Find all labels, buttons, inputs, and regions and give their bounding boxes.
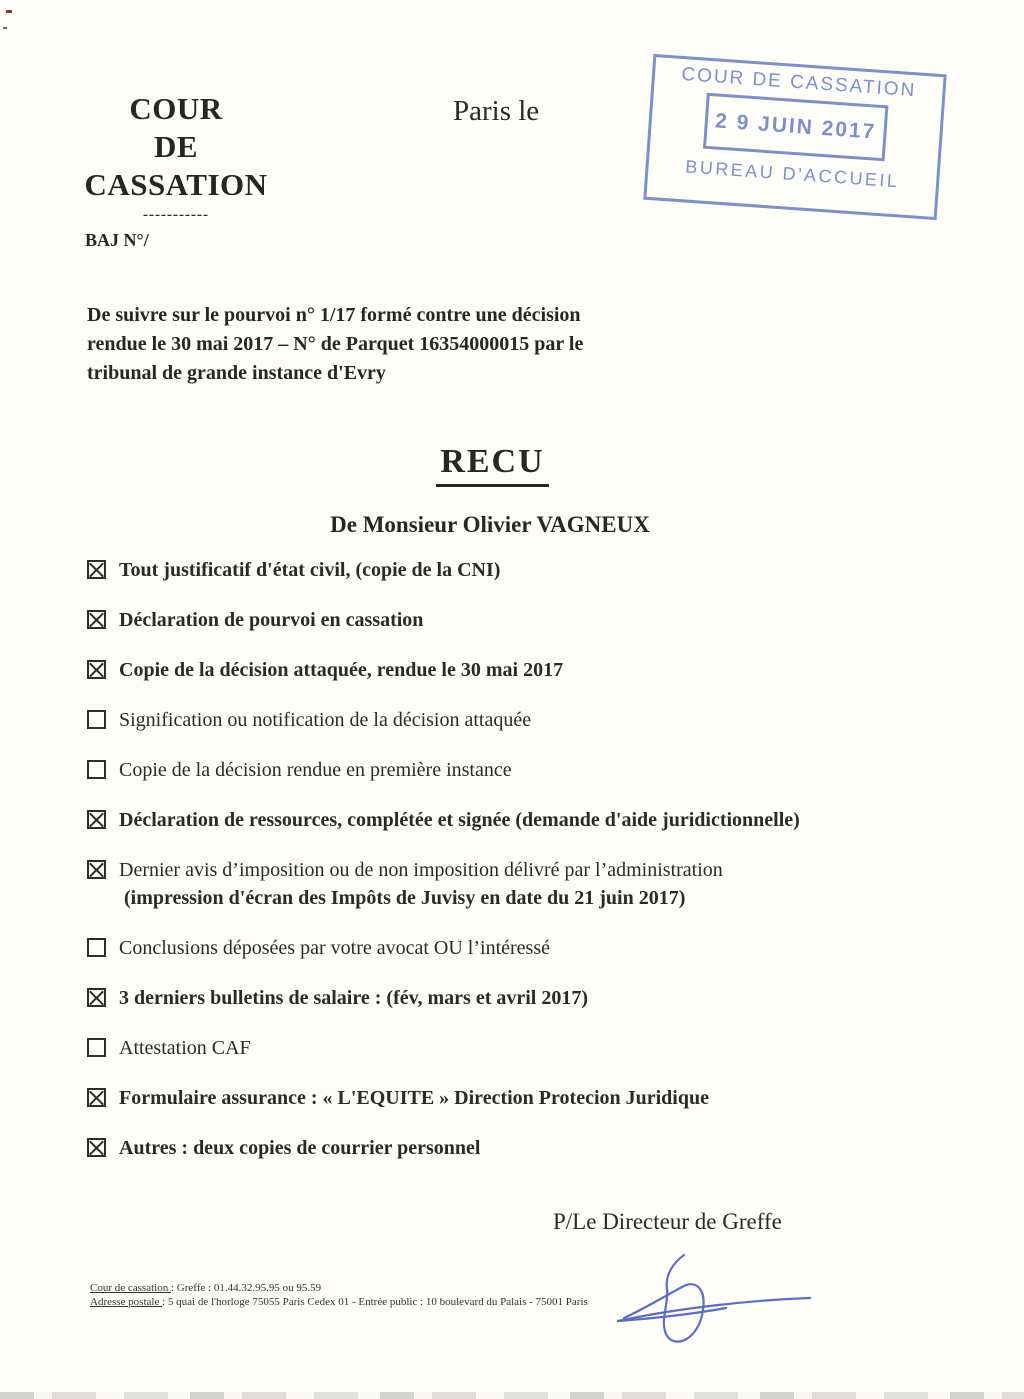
checklist-item-label: Copie de la décision attaquée, rendue le 30 mai 2017 [119, 659, 564, 681]
scan-speck [3, 27, 7, 29]
checklist-item [87, 756, 977, 784]
letterhead-separator: ----------- [143, 207, 209, 223]
stamp-date: 2 9 JUIN 2017 [714, 109, 878, 144]
checklist-item-label: Dernier avis d’imposition ou de non imposition délivré par l’administration [119, 859, 723, 881]
checkbox-icon [87, 860, 106, 879]
checklist-item [87, 806, 977, 834]
checklist-item [87, 984, 977, 1012]
checklist-item [87, 706, 977, 734]
subtitle-wrap [0, 512, 980, 538]
reception-stamp [643, 54, 946, 220]
checkbox-icon [87, 810, 106, 829]
checklist-item [87, 856, 977, 912]
stamp-court-name: COUR DE CASSATION [680, 63, 917, 102]
checklist-item [87, 1084, 977, 1112]
letterhead-line-1: COUR [129, 91, 223, 126]
checklist-item [87, 1034, 977, 1062]
checkbox-icon [87, 710, 106, 729]
stamp-office-name: BUREAU D'ACCUEIL [684, 156, 901, 192]
checkbox-icon [87, 610, 106, 629]
checklist-item [87, 556, 977, 584]
checklist-item-label: Tout justificatif d'état civil, (copie de la CNI) [119, 559, 501, 581]
checklist-item-label: Conclusions déposées par votre avocat OU l’intéressé [119, 937, 550, 959]
checklist-item-label: Déclaration de ressources, complétée et signée (demande d'aide juridictionnelle) [119, 809, 800, 831]
recipient-line: De Monsieur Olivier VAGNEUX [330, 512, 650, 537]
checklist-item-label: Signification ou notification de la décision attaquée [119, 709, 532, 731]
scan-speck [6, 10, 12, 13]
checklist-item-label: Déclaration de pourvoi en cassation [119, 609, 424, 631]
checkbox-icon [87, 1088, 106, 1107]
checklist-item-label: Autres : deux copies de courrier personnel [119, 1137, 481, 1159]
checkbox-icon [87, 660, 106, 679]
stamp-date-box [703, 93, 888, 162]
letterhead [72, 90, 280, 251]
baj-number-label: BAJ N°/ [85, 230, 149, 250]
checkbox-icon [87, 760, 106, 779]
checkbox-icon [87, 938, 106, 957]
footer-line-1-label: Cour de cassation [90, 1282, 171, 1294]
footer-line-2-label: Adresse postale [90, 1296, 163, 1308]
signoff-line: P/Le Directeur de Greffe [553, 1209, 782, 1234]
checklist-item-label: Attestation CAF [119, 1037, 251, 1059]
checkbox-icon [87, 1138, 106, 1157]
checklist-item [87, 656, 977, 684]
documents-checklist [87, 556, 977, 1184]
checkbox-icon [87, 988, 106, 1007]
title-wrap [0, 443, 985, 487]
checklist-item [87, 1134, 977, 1162]
checklist-item-label: Copie de la décision rendue en première instance [119, 759, 512, 781]
checklist-item-sub-label: (impression d'écran des Impôts de Juvisy en date du 21 juin 2017) [124, 887, 686, 909]
case-reference-paragraph: De suivre sur le pourvoi n° 1/17 formé contre une décision rendue le 30 mai 2017 – N° de Parquet 16354000015 par le tribunal de grande instance d'Evry [87, 304, 584, 384]
checklist-item [87, 606, 977, 634]
checklist-item-label: Formulaire assurance : « L'EQUITE » Direction Protecion Juridique [119, 1087, 709, 1109]
letterhead-line-3: CASSATION [84, 167, 268, 202]
footer-line-1-rest: : Greffe : 01.44.32.95.95 ou 95.59 [170, 1282, 322, 1294]
footer-line-2 [90, 1295, 588, 1309]
page-title: RECU [436, 443, 548, 487]
letterhead-line-2: DE [153, 129, 199, 164]
checkbox-icon [87, 560, 106, 579]
date-line: Paris le [453, 95, 540, 127]
footer-line-1 [90, 1281, 588, 1295]
handwritten-signature [588, 1250, 823, 1350]
footer-contact-block [90, 1281, 588, 1309]
footer-line-2-rest: : 5 quai de l'horloge 75055 Paris Cedex 01 - Entrée public : 10 boulevard du Palais - 75001 Paris [162, 1296, 588, 1308]
scan-edge-band [0, 1392, 1024, 1399]
checkbox-icon [87, 1038, 106, 1057]
checklist-item-label: 3 derniers bulletins de salaire : (fév, mars et avril 2017) [119, 987, 589, 1009]
checklist-item [87, 934, 977, 962]
